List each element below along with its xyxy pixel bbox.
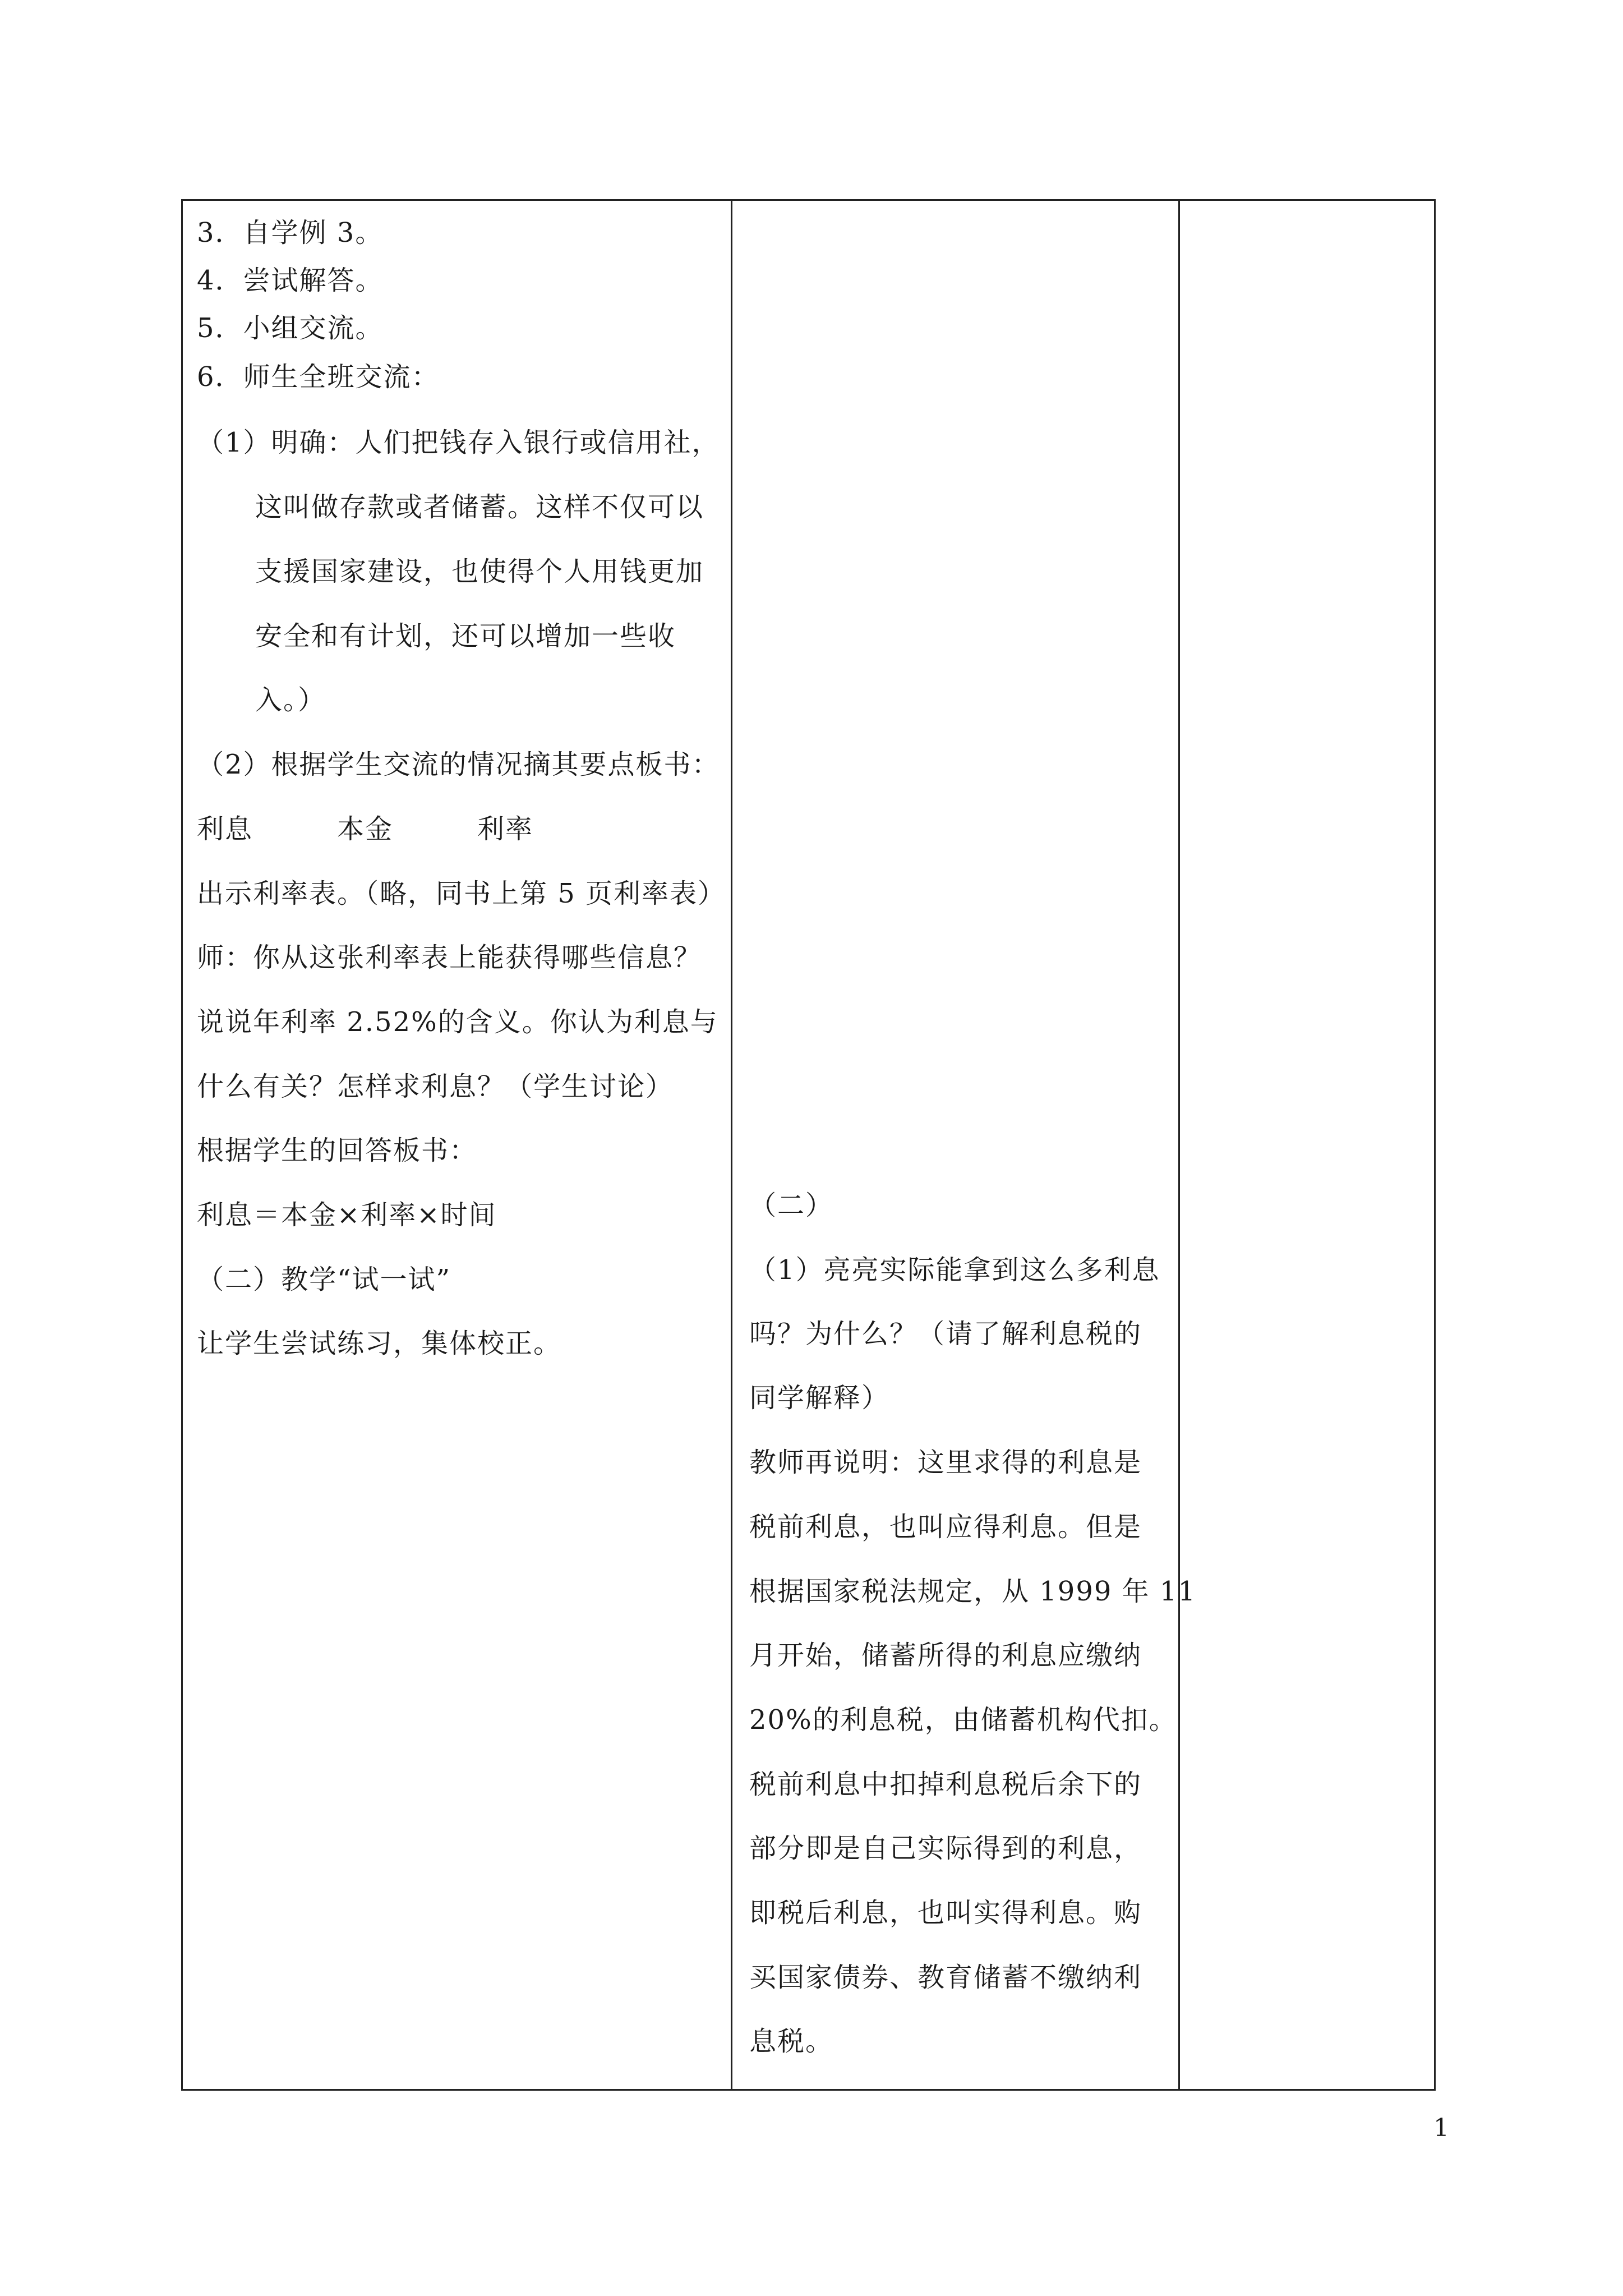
text-line: 5．小组交流。 [197,312,384,344]
page-number: 1 [1433,2114,1449,2142]
text-line: 支援国家建设，也使得个人用钱更加 [255,556,704,587]
text-line: （2）根据学生交流的情况摘其要点板书： [197,749,720,780]
text-line: 即税后利息，也叫实得利息。购 [749,1897,1142,1929]
text-line: 入。） [255,684,326,716]
text-line: 6．师生全班交流： [197,361,440,393]
lesson-table [181,199,1436,2091]
text-line: 根据学生的回答板书： [197,1135,478,1166]
text-line: 买国家债券、教育储蓄不缴纳利 [749,1962,1142,1993]
text-line: 息税。 [749,2026,834,2057]
text-line: 这叫做存款或者储蓄。这样不仅可以 [255,491,704,523]
text-line: （1）明确：人们把钱存入银行或信用社， [197,427,720,458]
text-line: 税前利息，也叫应得利息。但是 [749,1511,1142,1543]
text-line: （二）教学“试一试” [197,1264,451,1295]
text-line: 根据国家税法规定，从 1999 年 11 [749,1576,1197,1607]
text-line: 月开始，储蓄所得的利息应缴纳 [749,1640,1142,1671]
text-line: 让学生尝试练习，集体校正。 [197,1328,562,1359]
text-line: （1）亮亮实际能拿到这么多利息 [749,1254,1160,1286]
text-line: 安全和有计划，还可以增加一些收 [255,620,676,652]
text-line: 3．自学例 3。 [197,217,384,249]
text-line: 部分即是自己实际得到的利息， [749,1833,1142,1864]
column-divider-2 [1178,201,1180,2089]
formula-line: 利息＝本金×利率×时间 [197,1199,497,1231]
text-line: 师：你从这张利率表上能获得哪些信息？ [197,942,702,973]
column-divider-1 [731,201,732,2089]
text-line: 出示利率表。（略，同书上第 5 页利率表） [197,878,726,909]
text-line: 20%的利息税，由储蓄机构代扣。 [749,1704,1177,1736]
text-line: 吗？为什么？（请了解利息税的 [749,1318,1142,1350]
text-line: （二） [749,1190,834,1221]
text-line: 利息 本金 利率 [197,813,534,845]
text-line: 教师再说明：这里求得的利息是 [749,1447,1142,1478]
text-line: 同学解释） [749,1382,890,1414]
text-line: 说说年利率 2.52%的含义。你认为利息与 [197,1006,718,1038]
text-line: 什么有关？怎样求利息？（学生讨论） [197,1071,674,1102]
text-line: 4．尝试解答。 [197,265,384,296]
text-line: 税前利息中扣掉利息税后余下的 [749,1769,1142,1800]
